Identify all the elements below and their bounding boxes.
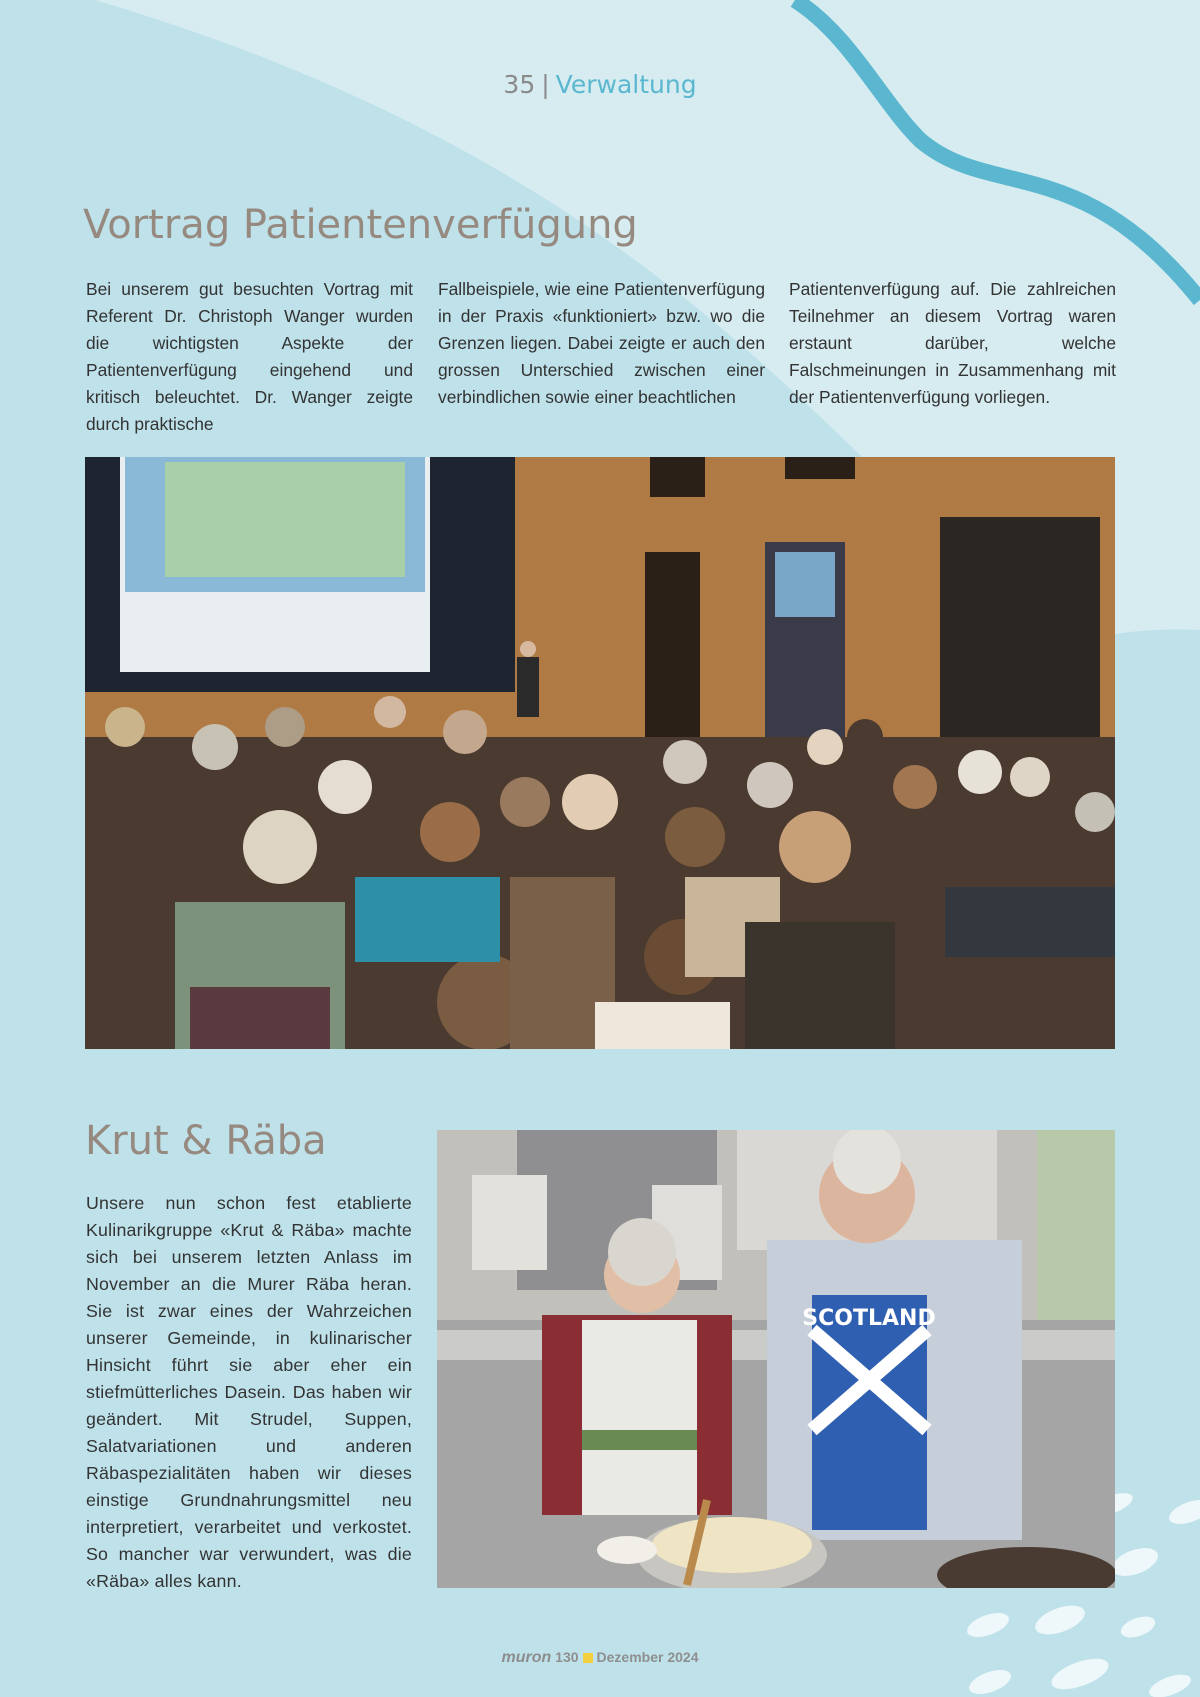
article-column-1: Bei unserem gut besuchten Vortrag mit Referent Dr. Christoph Wanger wurden die wichtigsten Aspekte der Patientenverfügung eingehend und kritisch beleuchtet. Dr. Wanger zeigte durch praktische bbox=[86, 279, 413, 434]
header-separator: | bbox=[541, 70, 550, 99]
article-body-krut-raeba: Unsere nun schon fest etablierte Kulinarikgruppe «Krut & Räba» machte sich bei unserem letzten Anlass im November an die Murer Räba heran. Sie ist zwar eines der Wahrzeichen unserer Gemeinde, in kulinarischer Hinsicht führt sie aber eher ein stiefmütterliches Dasein. Das haben wir geändert. Mit Strudel, Suppen, Salatvariationen und anderen Räbaspezialitäten haben wir dieses einstige Grundnahrungsmittel neu interpretiert, verarbeitet und verkostet. So mancher war verwundert, was die «Räba» alles kann. bbox=[86, 1193, 412, 1591]
apron-text: SCOTLAND bbox=[802, 1306, 936, 1331]
footer-issue: 130 bbox=[555, 1649, 579, 1665]
article-title-vortrag: Vortrag Patientenverfügung bbox=[83, 202, 638, 248]
article-column-2: Fallbeispiele, wie eine Patientenverfügung in der Praxis «funktioniert» bzw. wo die Grenzen liegen. Dabei zeigte er auch den grossen Unterschied zwischen einer verbindlichen sowie einer beachtlichen bbox=[438, 279, 765, 407]
cooking-photo bbox=[437, 1130, 1115, 1588]
page-number: 35 bbox=[503, 70, 536, 99]
section-name: Verwaltung bbox=[555, 70, 697, 99]
footer-date: Dezember 2024 bbox=[596, 1649, 699, 1665]
page-footer bbox=[0, 1649, 1200, 1667]
article-column-3: Patientenverfügung auf. Die zahlreichen Teilnehmer an diesem Vortrag waren erstaunt darüber, welche Falschmeinungen in Zusammenhang mit der Patientenverfügung vorliegen. bbox=[789, 279, 1116, 407]
article-title-krut-raeba: Krut & Räba bbox=[85, 1118, 327, 1164]
lecture-hall-photo bbox=[85, 457, 1115, 1049]
footer-dot-icon bbox=[583, 1653, 593, 1663]
footer-brand: muron bbox=[501, 1649, 552, 1666]
page-header bbox=[0, 70, 1200, 99]
